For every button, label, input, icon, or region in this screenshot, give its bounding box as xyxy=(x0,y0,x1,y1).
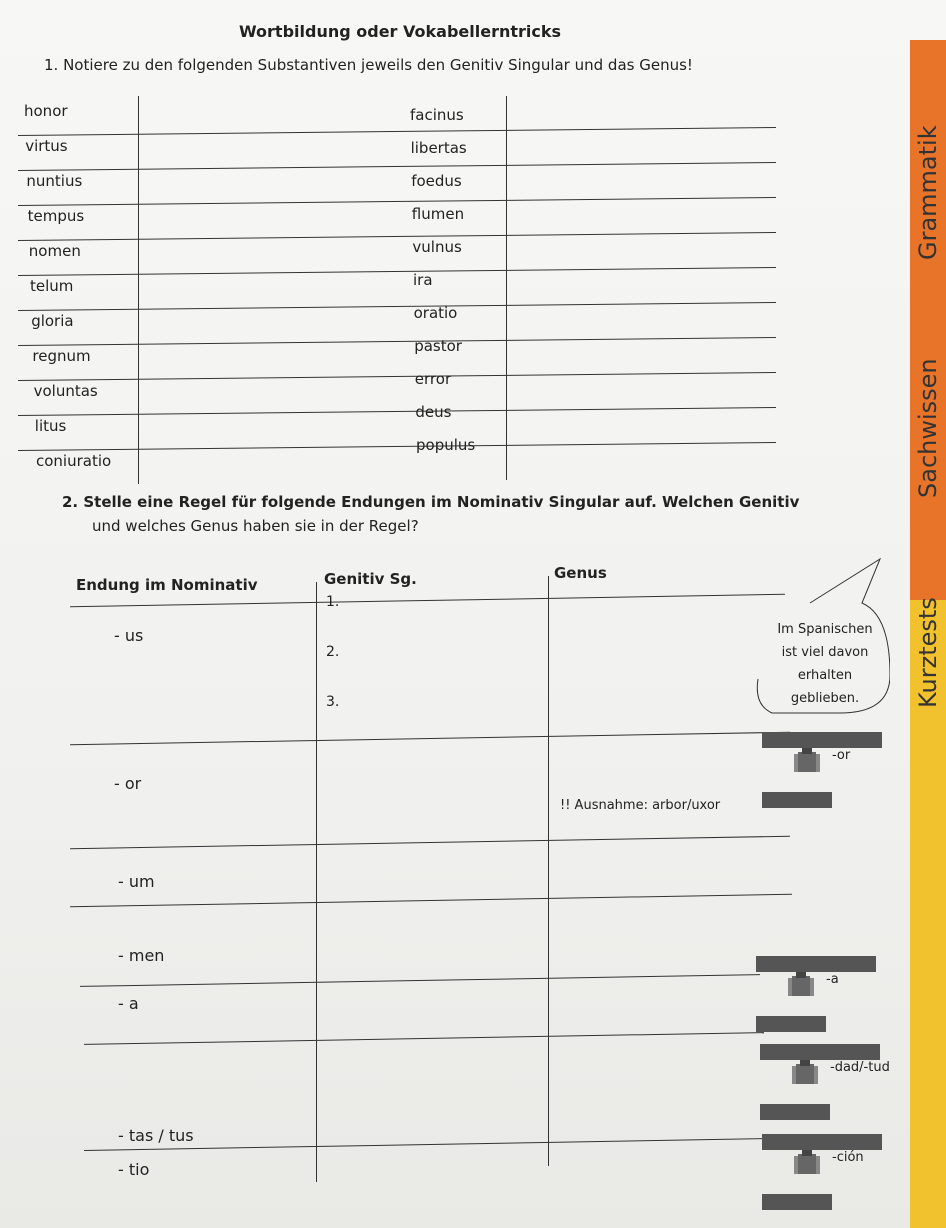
ending-men: - men xyxy=(118,946,165,965)
bubble-line: Im Spanischen xyxy=(777,622,873,637)
spain-coat-of-arms-icon xyxy=(792,746,822,776)
noun-right: populus xyxy=(416,436,476,454)
noun-left: tempus xyxy=(27,207,85,225)
noun-right: foedus xyxy=(411,172,462,190)
box-bar xyxy=(762,1194,832,1210)
bubble-line: erhalten xyxy=(797,668,853,683)
task2-line1: 2. Stelle eine Regel für folgende Endungen im Nominativ Singular auf. Welchen Genitiv xyxy=(62,493,800,511)
spanish-suffix-cion: -ción xyxy=(832,1150,864,1165)
noun-right: ira xyxy=(413,271,433,289)
row-line xyxy=(18,302,776,311)
column-line xyxy=(316,582,317,1182)
noun-left: coniuratio xyxy=(36,452,112,470)
box-bar xyxy=(756,1016,826,1032)
noun-table xyxy=(18,96,778,486)
column-line xyxy=(548,576,549,1166)
genitive-number-1: 1. xyxy=(326,594,340,610)
spanish-suffix-box xyxy=(760,1044,900,1098)
ending-or: - or xyxy=(114,774,142,793)
noun-right: facinus xyxy=(410,106,464,124)
ending-a: - a xyxy=(118,994,139,1013)
box-bar xyxy=(760,1104,830,1120)
spain-coat-of-arms-icon xyxy=(790,1058,820,1088)
ending-tio: - tio xyxy=(118,1160,150,1179)
task2-line2: und welches Genus haben sie in der Regel? xyxy=(92,517,419,535)
genitive-number-3: 3. xyxy=(326,694,340,710)
spanish-suffix-a: -a xyxy=(826,972,839,987)
side-label-kurztests: Kurztests xyxy=(914,597,942,708)
spanish-suffix-box xyxy=(762,1134,902,1188)
side-label-grammatik: Grammatik xyxy=(914,125,942,260)
noun-left: virtus xyxy=(25,137,68,155)
side-label-sachwissen: Sachwissen xyxy=(914,358,942,498)
spain-coat-of-arms-icon xyxy=(786,970,816,1000)
spanish-suffix-box xyxy=(756,956,896,1010)
bubble-line: geblieben. xyxy=(790,691,860,706)
row-line xyxy=(84,1032,764,1045)
noun-left: honor xyxy=(24,102,68,120)
row-line xyxy=(18,197,776,206)
box-bar xyxy=(762,792,832,808)
noun-left: nomen xyxy=(28,242,81,260)
row-line xyxy=(18,162,776,171)
ending-um: - um xyxy=(118,872,155,891)
ending-us: - us xyxy=(114,626,144,645)
row-line xyxy=(70,732,790,746)
row-line xyxy=(18,337,776,346)
task2-instruction xyxy=(62,490,799,538)
noun-right: libertas xyxy=(410,139,467,157)
row-line xyxy=(18,372,776,381)
genitive-number-2: 2. xyxy=(326,644,340,660)
noun-left: regnum xyxy=(32,347,91,365)
spanish-suffix-or: -or xyxy=(832,748,851,763)
ending-rules-table xyxy=(70,560,790,1200)
worksheet-title: Wortbildung oder Vokabellerntricks xyxy=(238,22,562,41)
row-line xyxy=(70,836,790,850)
side-tab-orange xyxy=(910,40,946,600)
bubble-text xyxy=(760,618,890,710)
row-line xyxy=(18,407,776,416)
header-genus: Genus xyxy=(554,564,607,582)
spanish-suffix-dad-tud: -dad/-tud xyxy=(830,1060,890,1075)
table-divider xyxy=(506,96,507,480)
row-line xyxy=(70,894,792,908)
header-endung: Endung im Nominativ xyxy=(76,576,258,594)
noun-left: telum xyxy=(30,277,74,295)
noun-right: oratio xyxy=(413,304,458,322)
row-line xyxy=(18,232,776,241)
ending-tas-tus: - tas / tus xyxy=(118,1126,194,1145)
header-genitiv: Genitiv Sg. xyxy=(324,570,417,588)
noun-left: litus xyxy=(34,417,67,435)
noun-right: vulnus xyxy=(412,238,462,256)
row-line xyxy=(80,974,760,987)
box-bar xyxy=(762,732,882,748)
spain-coat-of-arms-icon xyxy=(792,1148,822,1178)
box-bar xyxy=(756,956,876,972)
exception-note: !! Ausnahme: arbor/uxor xyxy=(560,798,721,813)
box-bar xyxy=(762,1134,882,1150)
spanish-suffix-box xyxy=(762,732,902,786)
noun-right: deus xyxy=(415,403,452,421)
row-line xyxy=(18,267,776,276)
row-line xyxy=(18,442,776,451)
noun-left: nuntius xyxy=(26,172,83,190)
noun-right: error xyxy=(414,370,452,388)
noun-left: gloria xyxy=(31,312,74,330)
row-line xyxy=(18,127,776,136)
noun-right: flumen xyxy=(411,205,465,223)
bubble-line: ist viel davon xyxy=(781,645,869,660)
noun-right: pastor xyxy=(414,337,462,355)
noun-left: voluntas xyxy=(33,382,98,400)
table-divider xyxy=(138,96,139,484)
task1-instruction: 1. Notiere zu den folgenden Substantiven jeweils den Genitiv Singular und das Genus! xyxy=(44,56,693,74)
box-bar xyxy=(760,1044,880,1060)
header-line xyxy=(70,594,785,607)
